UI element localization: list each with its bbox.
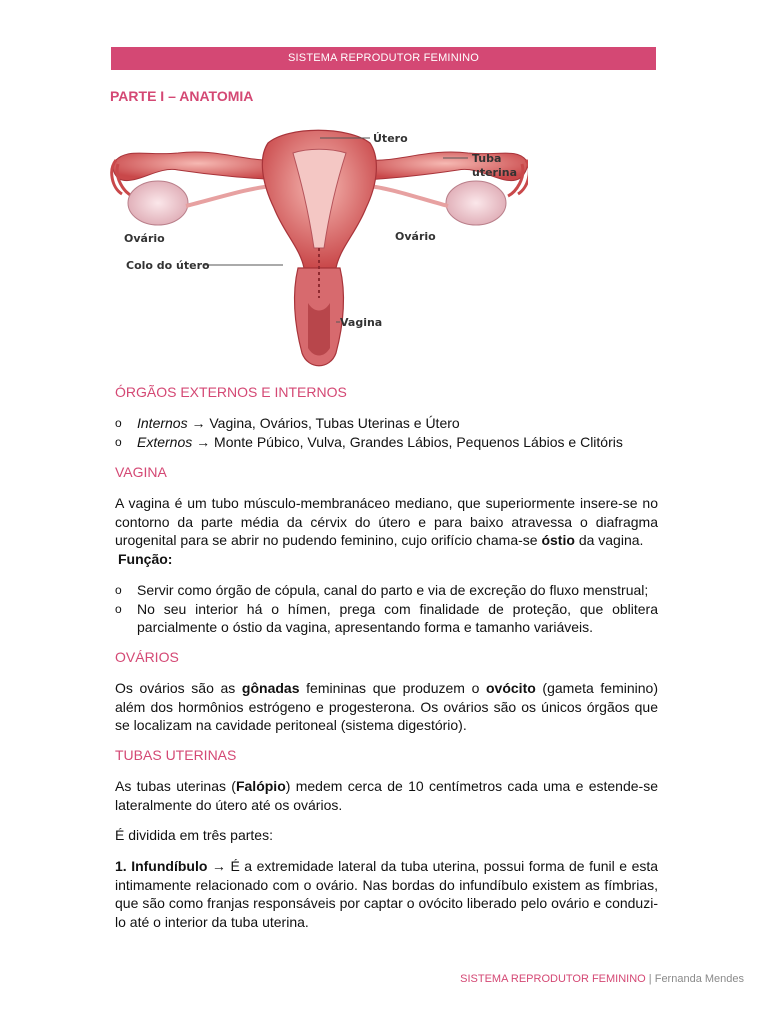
arrow-icon: → [211, 858, 226, 874]
part-title: PARTE I – ANATOMIA [110, 88, 254, 104]
vagina-text-bold: óstio [541, 532, 575, 548]
label-tuba: Tuba [472, 152, 502, 165]
ovarios-bold-2: ovócito [486, 680, 536, 696]
label-ovario-left: Ovário [124, 232, 165, 245]
orgaos-list [115, 414, 658, 451]
inf-number: 1. [115, 858, 127, 874]
bullet: o [115, 416, 122, 430]
label-uterina: uterina [472, 166, 517, 179]
item-text: No seu interior há o hímen, prega com finalidade de proteção, que oblitera parcialmente o óstio da vagina, apresentando forma e tamanho variáveis. [137, 600, 658, 635]
label-ovario-right: Ovário [395, 230, 436, 243]
list-item [115, 433, 658, 452]
inf-text: É a extremidade lateral da tuba uterina, possui forma de funil e esta intimamente relacionado com o ovário. Nas bordas do infundíbulo existem as fímbrias, que são como franjas responsáveis por captar o ovócito liberado pelo ovário e conduzi-lo até o interior da tuba uterina. [115, 858, 659, 930]
item-text: Monte Púbico, Vulva, Grandes Lábios, Pequenos Lábios e Clitóris [214, 433, 623, 450]
tubas-text-2: ) medem cerca de 10 centímetros cada uma e estende-se lateralmente do útero até os ovários. [115, 778, 658, 813]
section-title-orgaos: ÓRGÃOS EXTERNOS E INTERNOS [115, 384, 347, 400]
footer-title: SISTEMA REPRODUTOR FEMININO [460, 973, 646, 985]
header-bar [111, 47, 656, 70]
footer [460, 973, 744, 985]
footer-author: Fernanda Mendes [654, 973, 744, 985]
list-item [115, 581, 658, 600]
left-tube [113, 152, 283, 181]
item-text: Vagina, Ovários, Tubas Uterinas e Útero [209, 415, 460, 431]
vagina-text-a: A vagina é um tubo músculo-membranáceo mediano, que superiormente insere-se no contorno da parte média da cérvix do útero e para baixo atravessa o diafragma urogenital para se abrir no pudendo feminino, cujo orifício chama-se [115, 495, 658, 548]
ovarios-text-2: femininas que produzem o [306, 680, 480, 696]
bullet: o [115, 434, 122, 449]
vagina-paragraph [115, 494, 658, 550]
dividida-paragraph: É dividida em três partes: [115, 827, 273, 843]
bullet: o [115, 601, 122, 616]
footer-separator: | [648, 973, 652, 985]
left-ovary [128, 181, 188, 225]
ovarios-text-3: (gameta feminino) além dos hormônios estrógeno e progesterona. Os ovários são os únicos órgãos que se localizam na cavidade peritoneal (sistema digestório). [115, 680, 658, 733]
header-title: SISTEMA REPRODUTOR FEMININO [288, 52, 479, 64]
section-title-ovarios: OVÁRIOS [115, 649, 179, 665]
ovarios-paragraph [115, 679, 658, 735]
anatomy-figure [108, 118, 528, 373]
item-label: Internos [137, 415, 188, 431]
vagina-text-b: da vagina. [578, 532, 644, 548]
label-vagina: Vagina [340, 316, 383, 329]
funcao-list [115, 581, 658, 637]
label-colo: Colo do útero [126, 259, 210, 272]
ovarios-bold-1: gônadas [241, 680, 300, 696]
item-text: Servir como órgão de cópula, canal do parto e via de excreção do fluxo menstrual; [137, 582, 649, 598]
inf-label: Infundíbulo [131, 858, 208, 874]
tubas-paragraph [115, 777, 658, 814]
list-item [115, 600, 658, 637]
infundibulo-paragraph [115, 857, 658, 931]
arrow-icon: → [196, 433, 211, 450]
list-item [115, 414, 658, 433]
tubas-bold-1: Falópio [235, 778, 286, 794]
label-utero: Útero [373, 132, 408, 145]
item-label: Externos [137, 433, 193, 450]
funcao-label: Função: [118, 551, 173, 567]
ovarios-text-1: Os ovários são as [115, 680, 236, 696]
tubas-text-1: As tubas uterinas ( [115, 778, 236, 794]
bullet: o [115, 583, 122, 597]
arrow-icon: → [191, 415, 206, 431]
section-title-vagina: VAGINA [115, 464, 167, 480]
right-ovary [446, 181, 506, 225]
section-title-tubas: TUBAS UTERINAS [115, 747, 237, 763]
